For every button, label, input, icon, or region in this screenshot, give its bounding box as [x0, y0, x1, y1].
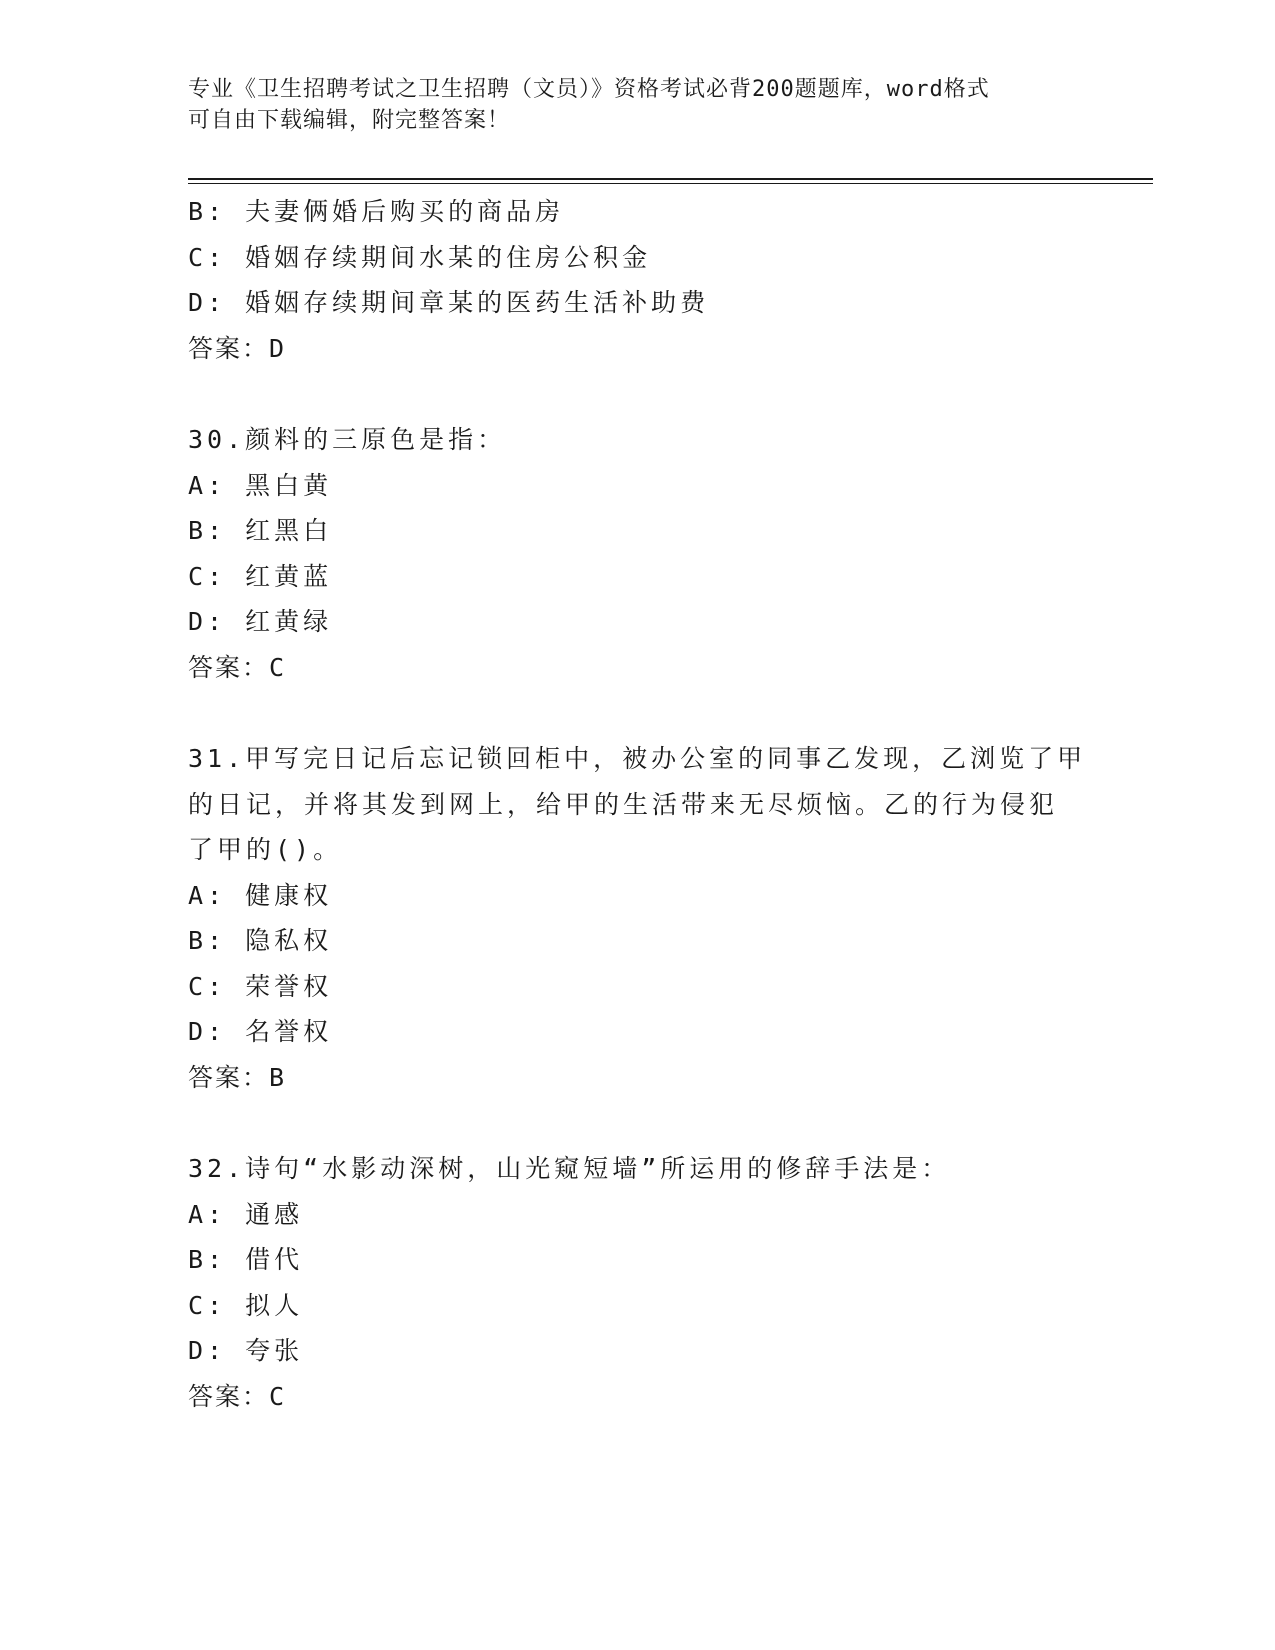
question-stem-line-3: 了甲的()。: [188, 835, 343, 864]
question-31: [188, 736, 1088, 1100]
spacer: [188, 690, 1088, 736]
header-rule-thick: [188, 178, 1153, 180]
header-line-2: 可自由下载编辑，附完整答案！: [188, 108, 511, 133]
answer: 答案：D: [188, 333, 287, 363]
option-d: D: 名誉权: [188, 1017, 333, 1046]
question-stem-line-1: 31.甲写完日记后忘记锁回柜中，被办公室的同事乙发现，乙浏览了甲: [188, 744, 1087, 773]
header-rule-thin: [188, 183, 1153, 184]
option-a: A: 通感: [188, 1199, 304, 1229]
option-b: B: 夫妻俩婚后购买的商品房: [188, 197, 565, 226]
header-line-1: 专业《卫生招聘考试之卫生招聘（文员）》资格考试必背200题题库，word格式: [188, 77, 990, 102]
question-stem: 30.颜料的三原色是指：: [188, 425, 507, 454]
option-d: D: 夸张: [188, 1336, 304, 1365]
question-30: [188, 417, 1088, 690]
option-d: D: 婚姻存续期间章某的医药生活补助费: [188, 288, 710, 317]
option-a: A: 健康权: [188, 880, 333, 910]
spacer: [188, 371, 1088, 417]
option-d: D: 红黄绿: [188, 607, 333, 636]
option-c: C: 红黄蓝: [188, 561, 333, 591]
option-c: C: 拟人: [188, 1290, 304, 1320]
option-c: C: 婚姻存续期间水某的住房公积金: [188, 242, 652, 272]
answer: 答案：C: [188, 1381, 287, 1411]
answer: 答案：B: [188, 1062, 287, 1092]
option-b: B: 借代: [188, 1245, 304, 1274]
option-c: C: 荣誉权: [188, 971, 333, 1001]
answer: 答案：C: [188, 652, 287, 682]
question-29-continued: [188, 189, 1088, 371]
question-list: [188, 189, 1088, 1419]
document-header: [188, 74, 1088, 136]
question-stem-line-2: 的日记，并将其发到网上，给甲的生活带来无尽烦恼。乙的行为侵犯: [188, 789, 1059, 819]
option-b: B: 红黑白: [188, 516, 333, 545]
question-32: [188, 1146, 1088, 1419]
question-stem: 32.诗句“水影动深树，山光窥短墙”所运用的修辞手法是：: [188, 1154, 951, 1183]
option-a: A: 黑白黄: [188, 470, 333, 500]
spacer: [188, 1100, 1088, 1146]
option-b: B: 隐私权: [188, 926, 333, 955]
